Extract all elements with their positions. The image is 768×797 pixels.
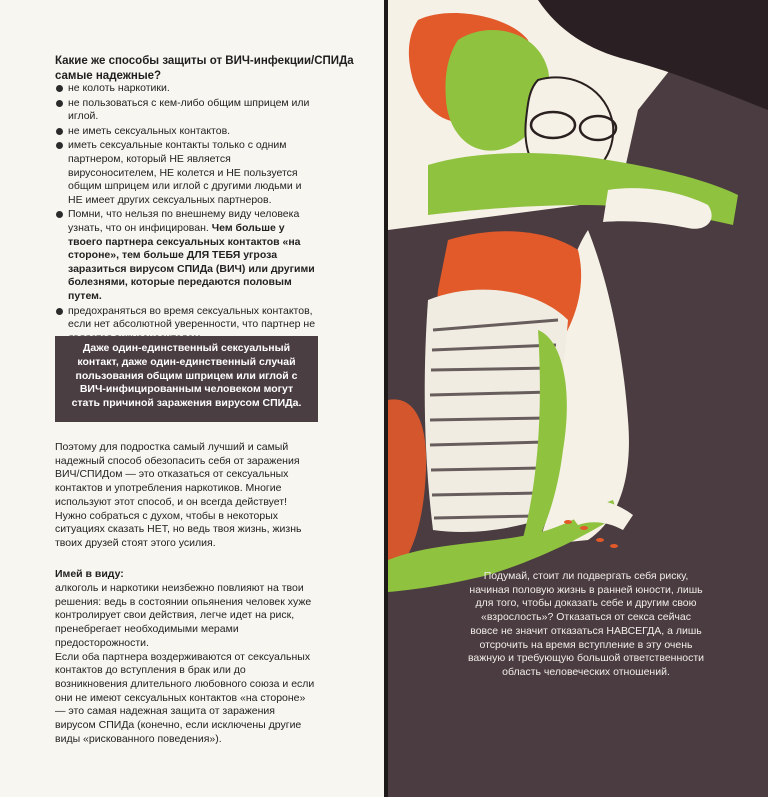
right-page-caption: Подумай, стоит ли подвергать себя риску, начиная половую жизнь в ранней юности, лишь для того, чтобы доказать себе и другим свою «взрослость»? Отказаться от секса сейчас вовсе не значит отказаться НАВСЕГДА, а лишь отсрочить на время вступление в эту очень важную и требующую большой ответственности область человеческих отношений. (467, 570, 705, 678)
list-item-emphasis: Чем больше у твоего партнера сексуальных контактов «на стороне», тем больше ДЛЯ ТЕБЯ угроза заразиться вирусом СПИДа (ВИЧ) или другими болезнями, которые передаются половым путем. (68, 221, 315, 302)
list-item: не иметь сексуальных контактов. (55, 125, 317, 139)
protection-list (55, 82, 317, 346)
paragraph-partners: Если оба партнера воздерживаются от сексуальных контактов до вступления в брак или до возникновения длительного любовного союза и если они не имеют сексуальных контактов «на стороне» — это самая надежная защита от заражения вирусом СПИДа (конечно, если исключены другие виды «рискованного поведения»). (55, 650, 315, 745)
list-item: не пользоваться с кем-либо общим шприцем или иглой. (55, 97, 317, 124)
list-item: иметь сексуальные контакты только с одним партнером, который НЕ является вирусоносителем, НЕ колется и НЕ пользуется общим шприцем или иглой с другими людьми и НЕ имеет других сексуальных партнеров. (55, 139, 317, 207)
paragraph-alcohol: алкоголь и наркотики неизбежно повлияют на твои решения: ведь в состоянии опьянения человек хуже контролирует свои действия, легче идет на риск, пренебрегает необходимыми мерами предосторожности. (55, 582, 312, 649)
section-heading: Какие же способы защиты от ВИЧ-инфекции/СПИДа самые надежные? (55, 55, 354, 82)
list-item: предохраняться во время сексуальных контактов, если нет абсолютной уверенности, что партнер не (55, 305, 317, 346)
list-item (55, 208, 317, 303)
subheading-note: Имей в виду: (55, 568, 124, 580)
list-item-text: Помни, что нельзя по внешнему виду человека узнать, что он инфицирован. (68, 208, 300, 234)
paragraph-abstinence: Поэтому для подростка самый лучший и самый надежный способ обезопасить себя от заражения ВИЧ/СПИДом — это отказаться от сексуальных контактов и употребления наркотиков. Многие используют этот способ, и он всегда действует! Нужно собраться с духом, чтобы в некоторых ситуациях сказать НЕТ, но ведь твоя жизнь, жизнь твоих друзей стоят этого усилия. (55, 441, 302, 549)
warning-callout: Даже один-единственный сексуальный контакт, даже один-единственный случай пользования общим шприцем или иглой с ВИЧ-инфицированным человеком могут стать причиной заражения вирусом СПИДа. (55, 336, 318, 422)
list-item: не колоть наркотики. (55, 82, 317, 96)
paragraph-note (55, 582, 317, 746)
